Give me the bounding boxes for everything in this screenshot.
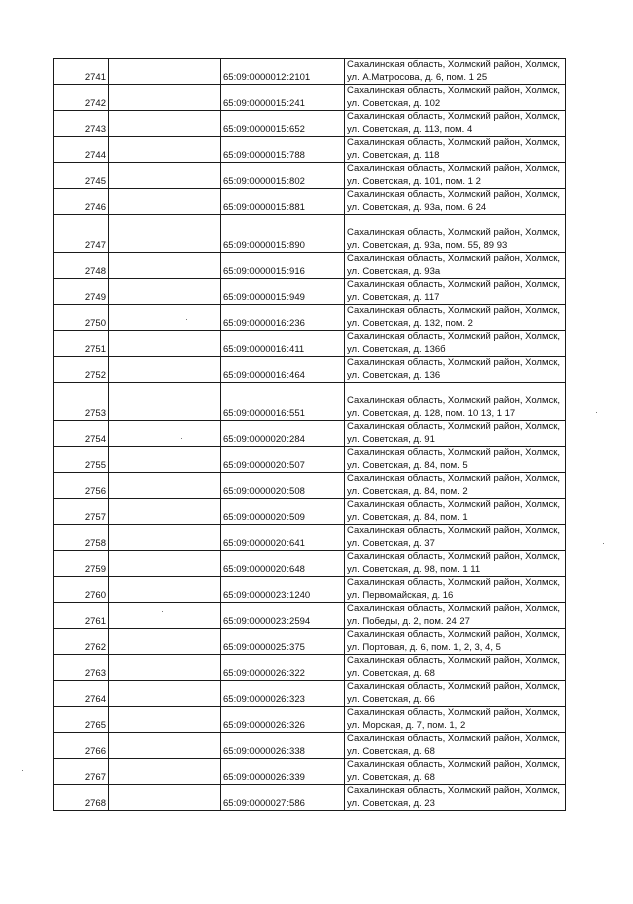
cadastral-number-cell: 65:09:0000026:339 bbox=[221, 759, 345, 785]
cadastral-number-cell: 65:09:0000016:551 bbox=[221, 383, 345, 421]
table-row bbox=[54, 603, 566, 629]
empty-cell bbox=[109, 279, 221, 305]
address-cell bbox=[345, 577, 566, 603]
cadastral-number-cell: 65:09:0000016:236 bbox=[221, 305, 345, 331]
row-number-cell: 2750 bbox=[54, 305, 109, 331]
address-line-1: Сахалинская область, Холмский район, Холмск, bbox=[347, 629, 561, 640]
address-line-2: ул. Советская, д. 101, пом. 1 2 bbox=[347, 175, 481, 187]
row-number-cell: 2748 bbox=[54, 253, 109, 279]
cadastral-number-cell: 65:09:0000020:648 bbox=[221, 551, 345, 577]
table-row bbox=[54, 525, 566, 551]
empty-cell bbox=[109, 551, 221, 577]
empty-cell bbox=[109, 111, 221, 137]
row-number-cell: 2743 bbox=[54, 111, 109, 137]
address-cell bbox=[345, 551, 566, 577]
cadastral-number-cell: 65:09:0000020:507 bbox=[221, 447, 345, 473]
address-cell bbox=[345, 331, 566, 357]
row-number-cell: 2768 bbox=[54, 785, 109, 811]
address-cell bbox=[345, 681, 566, 707]
address-line-1: Сахалинская область, Холмский район, Холмск, bbox=[347, 357, 561, 368]
table-row bbox=[54, 707, 566, 733]
address-line-2: ул. Советская, д. 84, пом. 2 bbox=[347, 485, 468, 497]
table-row bbox=[54, 577, 566, 603]
address-line-2: ул. Советская, д. 136 bbox=[347, 369, 441, 381]
table-row bbox=[54, 111, 566, 137]
cadastral-number-cell: 65:09:0000026:323 bbox=[221, 681, 345, 707]
empty-cell bbox=[109, 499, 221, 525]
address-line-1: Сахалинская область, Холмский район, Холмск, bbox=[347, 551, 561, 562]
address-cell bbox=[345, 253, 566, 279]
row-number-cell: 2751 bbox=[54, 331, 109, 357]
cadastral-number-cell: 65:09:0000015:949 bbox=[221, 279, 345, 305]
empty-cell bbox=[109, 655, 221, 681]
scan-speck bbox=[596, 412, 597, 413]
empty-cell bbox=[109, 163, 221, 189]
row-number-cell: 2760 bbox=[54, 577, 109, 603]
table-row bbox=[54, 163, 566, 189]
address-line-2: ул. Советская, д. 93а, пом. 6 24 bbox=[347, 201, 487, 213]
address-cell bbox=[345, 447, 566, 473]
address-line-1: Сахалинская область, Холмский район, Холмск, bbox=[347, 305, 561, 316]
table-row bbox=[54, 215, 566, 253]
table-row bbox=[54, 137, 566, 163]
address-line-1: Сахалинская область, Холмский район, Холмск, bbox=[347, 227, 561, 238]
table-row bbox=[54, 733, 566, 759]
cadastral-number-cell: 65:09:0000026:326 bbox=[221, 707, 345, 733]
table-row bbox=[54, 59, 566, 85]
address-line-1: Сахалинская область, Холмский район, Холмск, bbox=[347, 473, 561, 484]
table-row bbox=[54, 383, 566, 421]
row-number-cell: 2767 bbox=[54, 759, 109, 785]
empty-cell bbox=[109, 253, 221, 279]
property-registry-table bbox=[53, 58, 566, 811]
row-number-cell: 2742 bbox=[54, 85, 109, 111]
address-line-2: ул. Морская, д. 7, пом. 1, 2 bbox=[347, 719, 466, 731]
row-number-cell: 2758 bbox=[54, 525, 109, 551]
table-row bbox=[54, 551, 566, 577]
address-line-2: ул. Советская, д. 102 bbox=[347, 97, 441, 109]
address-line-1: Сахалинская область, Холмский район, Холмск, bbox=[347, 707, 561, 718]
row-number-cell: 2756 bbox=[54, 473, 109, 499]
address-cell bbox=[345, 629, 566, 655]
empty-cell bbox=[109, 525, 221, 551]
empty-cell bbox=[109, 447, 221, 473]
row-number-cell: 2745 bbox=[54, 163, 109, 189]
empty-cell bbox=[109, 681, 221, 707]
empty-cell bbox=[109, 305, 221, 331]
cadastral-number-cell: 65:09:0000020:284 bbox=[221, 421, 345, 447]
address-cell bbox=[345, 383, 566, 421]
address-line-1: Сахалинская область, Холмский район, Холмск, bbox=[347, 759, 561, 770]
empty-cell bbox=[109, 577, 221, 603]
row-number-cell: 2747 bbox=[54, 215, 109, 253]
address-cell bbox=[345, 603, 566, 629]
address-cell bbox=[345, 111, 566, 137]
empty-cell bbox=[109, 189, 221, 215]
cadastral-number-cell: 65:09:0000025:375 bbox=[221, 629, 345, 655]
address-cell bbox=[345, 85, 566, 111]
address-line-2: ул. Советская, д. 84, пом. 5 bbox=[347, 459, 468, 471]
address-line-1: Сахалинская область, Холмский район, Холмск, bbox=[347, 253, 561, 264]
empty-cell bbox=[109, 357, 221, 383]
address-cell bbox=[345, 279, 566, 305]
address-line-2: ул. Советская, д. 84, пом. 1 bbox=[347, 511, 468, 523]
empty-cell bbox=[109, 473, 221, 499]
table-row bbox=[54, 331, 566, 357]
empty-cell bbox=[109, 331, 221, 357]
cadastral-number-cell: 65:09:0000026:338 bbox=[221, 733, 345, 759]
table-row bbox=[54, 629, 566, 655]
address-line-2: ул. Портовая, д. 6, пом. 1, 2, 3, 4, 5 bbox=[347, 641, 501, 653]
address-line-1: Сахалинская область, Холмский район, Холмск, bbox=[347, 447, 561, 458]
address-line-1: Сахалинская область, Холмский район, Холмск, bbox=[347, 785, 561, 796]
address-cell bbox=[345, 189, 566, 215]
address-line-2: ул. Советская, д. 113, пом. 4 bbox=[347, 123, 473, 135]
row-number-cell: 2744 bbox=[54, 137, 109, 163]
empty-cell bbox=[109, 383, 221, 421]
empty-cell bbox=[109, 733, 221, 759]
table-row bbox=[54, 279, 566, 305]
row-number-cell: 2762 bbox=[54, 629, 109, 655]
row-number-cell: 2755 bbox=[54, 447, 109, 473]
address-line-1: Сахалинская область, Холмский район, Холмск, bbox=[347, 395, 561, 406]
address-line-1: Сахалинская область, Холмский район, Холмск, bbox=[347, 111, 561, 122]
address-cell bbox=[345, 163, 566, 189]
address-line-1: Сахалинская область, Холмский район, Холмск, bbox=[347, 421, 561, 432]
row-number-cell: 2764 bbox=[54, 681, 109, 707]
row-number-cell: 2759 bbox=[54, 551, 109, 577]
address-line-2: ул. Советская, д. 136б bbox=[347, 343, 446, 355]
address-line-1: Сахалинская область, Холмский район, Холмск, bbox=[347, 163, 561, 174]
address-line-2: ул. Советская, д. 128, пом. 10 13, 1 17 bbox=[347, 407, 516, 419]
address-line-2: ул. Советская, д. 132, пом. 2 bbox=[347, 317, 473, 329]
cadastral-number-cell: 65:09:0000015:788 bbox=[221, 137, 345, 163]
empty-cell bbox=[109, 785, 221, 811]
cadastral-number-cell: 65:09:0000020:641 bbox=[221, 525, 345, 551]
row-number-cell: 2766 bbox=[54, 733, 109, 759]
address-line-2: ул. Советская, д. 23 bbox=[347, 797, 435, 809]
row-number-cell: 2761 bbox=[54, 603, 109, 629]
address-line-1: Сахалинская область, Холмский район, Холмск, bbox=[347, 733, 561, 744]
cadastral-number-cell: 65:09:0000023:1240 bbox=[221, 577, 345, 603]
address-line-2: ул. Советская, д. 68 bbox=[347, 771, 435, 783]
cadastral-number-cell: 65:09:0000020:508 bbox=[221, 473, 345, 499]
empty-cell bbox=[109, 137, 221, 163]
table-row bbox=[54, 759, 566, 785]
row-number-cell: 2752 bbox=[54, 357, 109, 383]
table-row bbox=[54, 499, 566, 525]
address-cell bbox=[345, 215, 566, 253]
cadastral-number-cell: 65:09:0000026:322 bbox=[221, 655, 345, 681]
address-line-1: Сахалинская область, Холмский район, Холмск, bbox=[347, 189, 561, 200]
address-cell bbox=[345, 655, 566, 681]
address-line-1: Сахалинская область, Холмский район, Холмск, bbox=[347, 331, 561, 342]
cadastral-number-cell: 65:09:0000015:802 bbox=[221, 163, 345, 189]
cadastral-number-cell: 65:09:0000015:241 bbox=[221, 85, 345, 111]
address-line-2: ул. Советская, д. 117 bbox=[347, 291, 440, 303]
table-row bbox=[54, 681, 566, 707]
address-line-1: Сахалинская область, Холмский район, Холмск, bbox=[347, 655, 561, 666]
empty-cell bbox=[109, 629, 221, 655]
row-number-cell: 2749 bbox=[54, 279, 109, 305]
address-line-2: ул. Советская, д. 118 bbox=[347, 149, 440, 161]
address-line-1: Сахалинская область, Холмский район, Холмск, bbox=[347, 603, 561, 614]
cadastral-number-cell: 65:09:0000016:411 bbox=[221, 331, 345, 357]
row-number-cell: 2746 bbox=[54, 189, 109, 215]
address-cell bbox=[345, 305, 566, 331]
address-line-2: ул. Советская, д. 93а bbox=[347, 265, 441, 277]
address-cell bbox=[345, 525, 566, 551]
address-cell bbox=[345, 137, 566, 163]
address-line-2: ул. Первомайская, д. 16 bbox=[347, 589, 454, 601]
cadastral-number-cell: 65:09:0000020:509 bbox=[221, 499, 345, 525]
address-line-1: Сахалинская область, Холмский район, Холмск, bbox=[347, 525, 561, 536]
cadastral-number-cell: 65:09:0000015:652 bbox=[221, 111, 345, 137]
address-line-1: Сахалинская область, Холмский район, Холмск, bbox=[347, 59, 561, 70]
table-row bbox=[54, 655, 566, 681]
table-row bbox=[54, 473, 566, 499]
cadastral-number-cell: 65:09:0000023:2594 bbox=[221, 603, 345, 629]
row-number-cell: 2754 bbox=[54, 421, 109, 447]
empty-cell bbox=[109, 707, 221, 733]
table-row bbox=[54, 421, 566, 447]
row-number-cell: 2741 bbox=[54, 59, 109, 85]
table-row bbox=[54, 447, 566, 473]
row-number-cell: 2763 bbox=[54, 655, 109, 681]
address-line-1: Сахалинская область, Холмский район, Холмск, bbox=[347, 279, 561, 290]
address-cell bbox=[345, 473, 566, 499]
address-line-2: ул. А.Матросова, д. 6, пом. 1 25 bbox=[347, 71, 488, 83]
empty-cell bbox=[109, 59, 221, 85]
address-line-1: Сахалинская область, Холмский район, Холмск, bbox=[347, 137, 561, 148]
address-cell bbox=[345, 733, 566, 759]
address-cell bbox=[345, 421, 566, 447]
empty-cell bbox=[109, 215, 221, 253]
address-line-1: Сахалинская область, Холмский район, Холмск, bbox=[347, 499, 561, 510]
empty-cell bbox=[109, 85, 221, 111]
address-line-2: ул. Советская, д. 68 bbox=[347, 745, 435, 757]
address-cell bbox=[345, 357, 566, 383]
empty-cell bbox=[109, 603, 221, 629]
registry-table-body bbox=[54, 59, 566, 811]
address-cell bbox=[345, 499, 566, 525]
address-line-2: ул. Советская, д. 91 bbox=[347, 433, 435, 445]
table-row bbox=[54, 357, 566, 383]
table-row bbox=[54, 253, 566, 279]
row-number-cell: 2757 bbox=[54, 499, 109, 525]
address-cell bbox=[345, 759, 566, 785]
row-number-cell: 2753 bbox=[54, 383, 109, 421]
row-number-cell: 2765 bbox=[54, 707, 109, 733]
table-row bbox=[54, 785, 566, 811]
cadastral-number-cell: 65:09:0000016:464 bbox=[221, 357, 345, 383]
address-line-2: ул. Советская, д. 98, пом. 1 11 bbox=[347, 563, 481, 575]
empty-cell bbox=[109, 759, 221, 785]
address-line-1: Сахалинская область, Холмский район, Холмск, bbox=[347, 85, 561, 96]
cadastral-number-cell: 65:09:0000015:881 bbox=[221, 189, 345, 215]
address-line-2: ул. Советская, д. 37 bbox=[347, 537, 435, 549]
address-line-2: ул. Советская, д. 93а, пом. 55, 89 93 bbox=[347, 239, 508, 251]
address-cell bbox=[345, 59, 566, 85]
address-line-2: ул. Победы, д. 2, пом. 24 27 bbox=[347, 615, 470, 627]
cadastral-number-cell: 65:09:0000015:916 bbox=[221, 253, 345, 279]
address-line-1: Сахалинская область, Холмский район, Холмск, bbox=[347, 577, 561, 588]
cadastral-number-cell: 65:09:0000012:2101 bbox=[221, 59, 345, 85]
table-row bbox=[54, 305, 566, 331]
cadastral-number-cell: 65:09:0000027:586 bbox=[221, 785, 345, 811]
address-line-1: Сахалинская область, Холмский район, Холмск, bbox=[347, 681, 561, 692]
address-cell bbox=[345, 707, 566, 733]
cadastral-number-cell: 65:09:0000015:890 bbox=[221, 215, 345, 253]
scan-speck bbox=[22, 770, 23, 771]
table-row bbox=[54, 85, 566, 111]
empty-cell bbox=[109, 421, 221, 447]
address-cell bbox=[345, 785, 566, 811]
address-line-2: ул. Советская, д. 68 bbox=[347, 667, 435, 679]
scan-speck bbox=[603, 543, 604, 544]
table-row bbox=[54, 189, 566, 215]
address-line-2: ул. Советская, д. 66 bbox=[347, 693, 435, 705]
